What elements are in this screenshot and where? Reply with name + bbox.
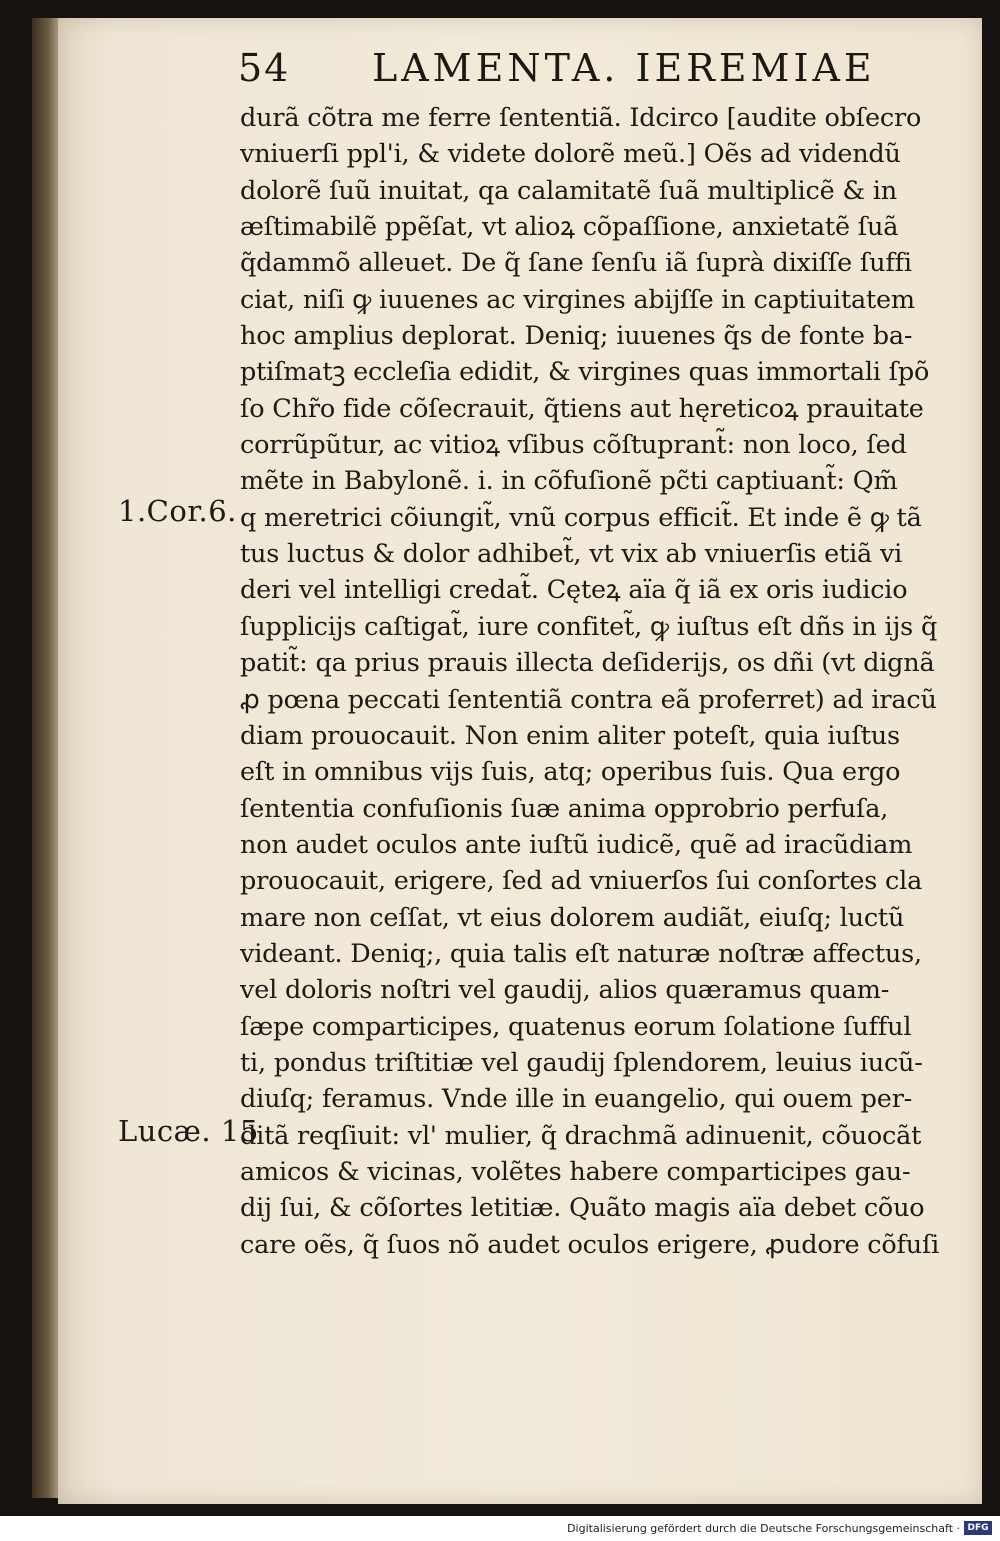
text-line: durã cõtra me ferre ſententiã. Idcirco [audite obſecro [240, 103, 922, 133]
text-line: videant. Deniq;, quia talis eſt naturæ noſtræ affectus, [240, 938, 922, 969]
page-header [238, 46, 928, 98]
text-line: mẽte in Babylonẽ. i. in cõfuſionẽ pc̃ti captiuant̃: Qm̃ [240, 466, 898, 497]
text-line: ditã reqſiuit: vl' mulier, q̃ drachmã adinuenit, cõuocãt [240, 1120, 922, 1151]
text-line: q̃dammõ alleuet. De q̃ ſane ſenſu iã ſuprà dixiſſe ſuffi [240, 248, 912, 279]
text-line: patit̃: qa prius prauis illecta deſiderijs, os dñi (vt dignã [240, 648, 935, 679]
text-line: mare non ceſſat, vt eius dolorem audiãt, eiuſq; luctũ [240, 902, 905, 933]
text-line: dolorẽ ſuũ inuitat, qa calamitatẽ ſuã multiplicẽ & in [240, 175, 897, 206]
dfg-logo: DFG [964, 1521, 992, 1535]
running-header: LAMENTA. IEREMIAE [372, 46, 876, 90]
digitization-credit: Digitalisierung gefördert durch die Deutsche Forschungsgemeinschaft · [567, 1522, 960, 1535]
text-line: hoc amplius deplorat. Deniq; iuuenes q̃s de fonte ba- [240, 321, 913, 352]
text-line: ciat, niſi ꝙ iuuenes ac virgines abijſſe in captiuitatem [240, 284, 915, 315]
text-line: ꝓ pœna peccati ſententiã contra eã proferret) ad iracũ [240, 684, 937, 715]
text-line: tus luctus & dolor adhibet̃, vt vix ab vniuerſis etiã vi [240, 539, 903, 570]
text-line: vniuerſi ppl'i, & videte dolorẽ meũ.] Oẽs ad videndũ [240, 139, 901, 170]
text-line: diuſq; feramus. Vnde ille in euangelio, qui ouem per- [240, 1084, 913, 1115]
text-line: ſupplicijs caſtigat̃, iure confitet̃, ꝙ iuſtus eſt dñs in ijs q̃ [240, 611, 938, 642]
text-line: ti, pondus triſtitiæ vel gaudij ſplendorem, leuius iucũ- [240, 1047, 923, 1078]
footer-bar [0, 1516, 1000, 1541]
text-line: eſt in omnibus vijs ſuis, atq; operibus ſuis. Qua ergo [240, 757, 901, 788]
text-line: care oẽs, q̃ ſuos nõ audet oculos erigere, ꝓudore cõfuſi [240, 1229, 940, 1260]
book-spine [32, 18, 58, 1498]
text-line: diam prouocauit. Non enim aliter poteſt, quia iuſtus [240, 720, 900, 751]
text-line: ſententia confuſionis ſuæ anima opprobrio perfuſa, [240, 793, 889, 824]
marginal-note: Lucæ. 15 [118, 1114, 259, 1148]
text-line: amicos & vicinas, volẽtes habere comparticipes gau- [240, 1156, 911, 1187]
text-line: dij ſui, & cõſortes letitiæ. Quãto magis aïa debet cõuo [240, 1193, 925, 1224]
text-line: non audet oculos ante iuſtũ iudicẽ, quẽ ad iracũdiam [240, 829, 913, 860]
page-number: 54 [238, 46, 291, 90]
body-text [240, 100, 970, 1263]
text-line: ptiſmatꝫ eccleſia edidit, & virgines quas immortali ſpõ [240, 357, 930, 388]
text-line: ſæpe comparticipes, quatenus eorum ſolatione ſufful [240, 1011, 912, 1042]
marginal-note: 1.Cor.6. [118, 494, 237, 528]
text-line: corrũpũtur, ac vitioꝝ vſibus cõſtuprant̃: non loco, ſed [240, 430, 907, 461]
text-line: prouocauit, erigere, ſed ad vniuerſos ſui conſortes cla [240, 866, 923, 897]
text-line: æſtimabilẽ ppẽſat, vt alioꝝ cõpaſſione, anxietatẽ ſuã [240, 212, 899, 243]
text-line: vel doloris noſtri vel gaudij, alios quæramus quam- [240, 975, 890, 1006]
text-line: deri vel intelligi credat̃. Cęteꝝ aïa q̃ iã ex oris iudicio [240, 575, 908, 606]
text-line: ſo Chr̃o fide cõſecrauit, q̃tiens aut hęreticoꝝ prauitate [240, 393, 924, 424]
text-line: q meretrici cõiungit̃, vnũ corpus efficit̃. Et inde ẽ ꝙ tã [240, 502, 922, 533]
